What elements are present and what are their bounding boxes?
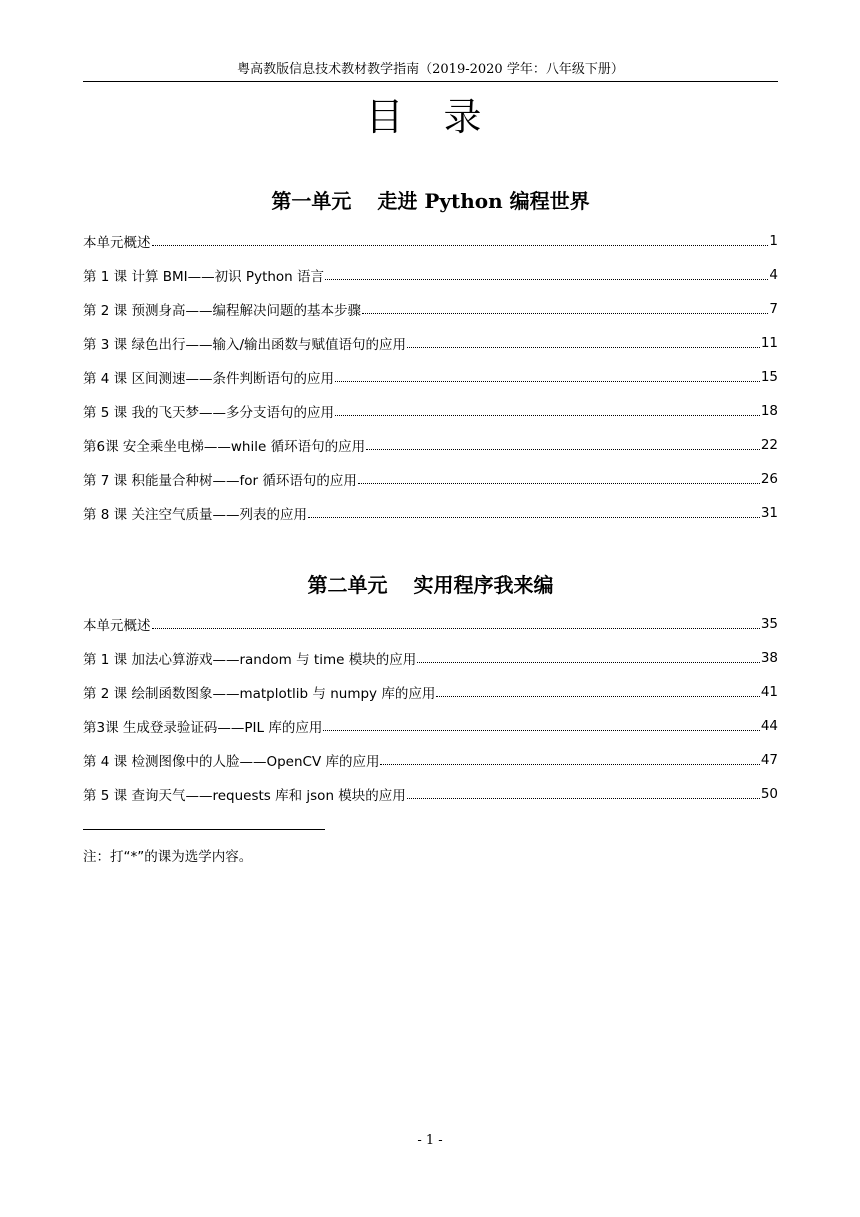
leader-dots xyxy=(436,687,759,697)
toc-entry-title: 第 4 课 区间测速——条件判断语句的应用 xyxy=(83,371,334,387)
toc-entry[interactable] xyxy=(83,607,778,641)
toc-entry-page: 4 xyxy=(769,267,778,283)
toc-entry[interactable] xyxy=(83,709,778,743)
toc-entry-title: 第 2 课 绘制函数图象——matplotlib 与 numpy 库的应用 xyxy=(83,686,436,702)
leader-dots xyxy=(358,474,760,484)
unit-2-number: 第二单元 xyxy=(307,573,388,597)
leader-dots xyxy=(380,755,759,765)
toc-entry-title: 第 2 课 预测身高——编程解决问题的基本步骤 xyxy=(83,303,361,319)
toc-entry[interactable] xyxy=(83,462,778,496)
toc-entry[interactable] xyxy=(83,224,778,258)
leader-dots xyxy=(417,653,760,663)
toc-entry-page: 41 xyxy=(760,684,778,700)
toc-entry-title: 第 5 课 查询天气——requests 库和 json 模块的应用 xyxy=(83,788,406,804)
toc-entry-page: 50 xyxy=(760,786,778,802)
toc-entry-title: 第 5 课 我的飞天梦——多分支语句的应用 xyxy=(83,405,334,421)
toc-entry-title: 第 1 课 加法心算游戏——random 与 time 模块的应用 xyxy=(83,652,417,668)
toc-entry-title: 本单元概述 xyxy=(83,618,151,634)
leader-dots xyxy=(325,270,768,280)
toc-entry[interactable] xyxy=(83,360,778,394)
leader-dots xyxy=(407,789,760,799)
footnote-rule xyxy=(83,829,325,830)
header-rule xyxy=(83,81,778,82)
leader-dots xyxy=(407,338,760,348)
toc-entry-title: 第 3 课 绿色出行——输入/输出函数与赋值语句的应用 xyxy=(83,337,407,353)
toc-entry[interactable] xyxy=(83,394,778,428)
unit-1-name: 走进 Python 编程世界 xyxy=(377,189,590,213)
toc-entry-page: 31 xyxy=(760,505,778,521)
toc-entry[interactable] xyxy=(83,675,778,709)
unit-2-name: 实用程序我来编 xyxy=(413,573,554,597)
toc-entry[interactable] xyxy=(83,641,778,675)
toc-entry[interactable] xyxy=(83,743,778,777)
toc-entry-page: 1 xyxy=(769,233,778,249)
toc-entry-page: 26 xyxy=(760,471,778,487)
toc-entry[interactable] xyxy=(83,777,778,811)
toc-entry-page: 38 xyxy=(760,650,778,666)
unit-2-title xyxy=(83,572,778,598)
running-header: 粤高教版信息技术教材教学指南（2019-2020 学年：八年级下册） xyxy=(237,62,624,77)
unit-1-number: 第一单元 xyxy=(271,189,352,213)
toc-entry-title: 第6课 安全乘坐电梯——while 循环语句的应用 xyxy=(83,439,366,455)
leader-dots xyxy=(152,236,769,246)
toc-entry[interactable] xyxy=(83,326,778,360)
leader-dots xyxy=(323,721,759,731)
toc-entry-page: 18 xyxy=(760,403,778,419)
footnote: 注：打“*”的课为选学内容。 xyxy=(83,849,253,865)
toc-entry-page: 44 xyxy=(760,718,778,734)
toc-entry-page: 22 xyxy=(760,437,778,453)
toc-entry-page: 15 xyxy=(760,369,778,385)
unit-2-toc xyxy=(83,607,778,811)
page-number: - 1 - xyxy=(417,1133,443,1148)
leader-dots xyxy=(335,372,760,382)
toc-entry-title: 第 1 课 计算 BMI——初识 Python 语言 xyxy=(83,269,325,285)
leader-dots xyxy=(366,440,760,450)
leader-dots xyxy=(362,304,768,314)
toc-entry[interactable] xyxy=(83,496,778,530)
page-title: 目 录 xyxy=(365,95,496,139)
toc-entry-title: 第3课 生成登录验证码——PIL 库的应用 xyxy=(83,720,323,736)
leader-dots xyxy=(335,406,760,416)
toc-entry-page: 7 xyxy=(769,301,778,317)
toc-entry-page: 35 xyxy=(760,616,778,632)
unit-1-toc xyxy=(83,224,778,530)
toc-entry-title: 第 8 课 关注空气质量——列表的应用 xyxy=(83,507,307,523)
leader-dots xyxy=(152,619,760,629)
unit-1-title xyxy=(83,188,778,214)
toc-entry[interactable] xyxy=(83,428,778,462)
toc-entry[interactable] xyxy=(83,292,778,326)
toc-entry[interactable] xyxy=(83,258,778,292)
toc-entry-title: 第 4 课 检测图像中的人脸——OpenCV 库的应用 xyxy=(83,754,380,770)
toc-entry-page: 47 xyxy=(760,752,778,768)
toc-entry-title: 第 7 课 积能量合种树——for 循环语句的应用 xyxy=(83,473,357,489)
leader-dots xyxy=(308,508,760,518)
toc-entry-title: 本单元概述 xyxy=(83,235,151,251)
toc-entry-page: 11 xyxy=(760,335,778,351)
